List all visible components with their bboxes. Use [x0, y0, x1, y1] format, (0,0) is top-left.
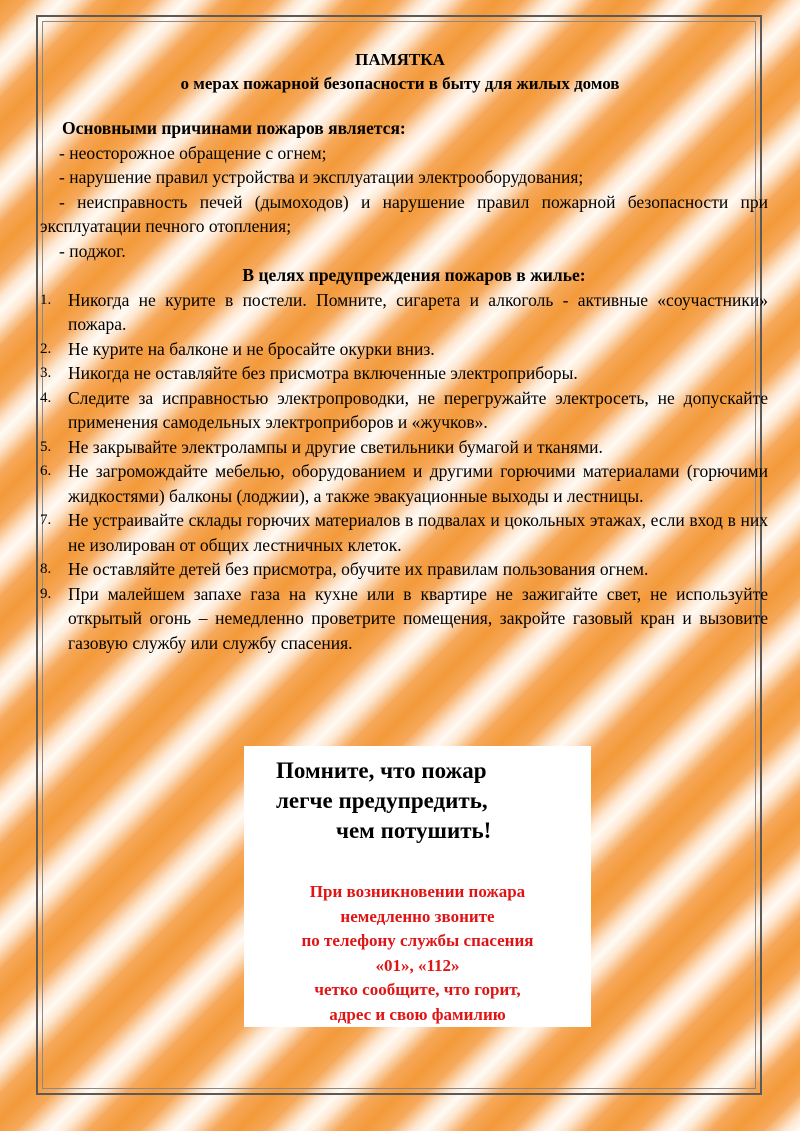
causes-heading: Основными причинами пожаров является:: [62, 118, 406, 138]
list-text: Не закрывайте электролампы и другие светильники бумагой и тканями.: [68, 436, 603, 457]
cause-item: - нарушение правил устройства и эксплуатации электрооборудования;: [59, 167, 584, 187]
list-item: [40, 582, 768, 656]
notice-box: [244, 746, 591, 1027]
list-item: [40, 508, 768, 557]
list-item: [40, 435, 768, 460]
list-text: Никогда не курите в постели. Помните, сигарета и алкоголь - активные «соучастники» пожара.: [68, 289, 768, 334]
list-text: Не устраивайте склады горючих материалов в подвалах и цокольных этажах, если вход в них не изолирован от общих лестничных клеток.: [68, 510, 768, 555]
list-number: 2.: [40, 340, 52, 357]
emergency-line: немедленно звоните: [340, 906, 495, 926]
cause-item: - неисправность печей (дымоходов) и нарушение правил пожарной безопасности при эксплуатации печного отопления;: [40, 191, 768, 236]
list-number: 4.: [40, 389, 52, 406]
list-text: Никогда не оставляйте без присмотра включенные электроприборы.: [68, 363, 578, 383]
memo-content: [40, 116, 768, 655]
list-text: Не оставляйте детей без присмотра, обучите их правилам пользования огнем.: [68, 559, 649, 579]
emergency-phone-numbers: «01», «112»: [375, 955, 460, 975]
list-number: 1.: [40, 291, 52, 308]
list-text: При малейшем запахе газа на кухне или в квартире не зажигайте свет, не используйте открытый огонь – немедленно проветрите помещения, закройте газовый кран и вызовите газовую службу или службу спасения.: [68, 583, 768, 653]
memo-header: [40, 48, 760, 96]
list-item: [40, 288, 768, 337]
emergency-line: При возникновении пожара: [309, 882, 526, 901]
list-text: Не загромождайте мебелью, оборудованием и другими горючими материалами (горючими жидкостями) балконы (лоджии), а также эвакуационные выходы и лестницы.: [68, 461, 768, 506]
emergency-instructions: [244, 880, 591, 1027]
list-text: Следите за исправностью электропроводки, не перегружайте электросеть, не допускайте применения самодельных электроприборов и «жучков».: [68, 387, 768, 432]
notice-line: Помните, что пожар: [276, 758, 487, 783]
list-number: 3.: [40, 365, 52, 381]
list-number: 9.: [40, 585, 52, 602]
list-number: 7.: [40, 512, 52, 528]
notice-line: легче предупредить,: [276, 788, 488, 813]
emergency-line: четко сообщите, что горит,: [314, 980, 521, 999]
cause-item: - неосторожное обращение с огнем;: [59, 142, 327, 163]
list-item: [40, 361, 768, 386]
list-item: [40, 337, 768, 362]
prevention-list: [40, 288, 768, 656]
list-number: 5.: [40, 438, 52, 455]
list-number: 6.: [40, 463, 52, 479]
emergency-line: по телефону службы спасения: [301, 931, 534, 950]
list-item: [40, 459, 768, 508]
list-text: Не курите на балконе и не бросайте окурки вниз.: [68, 338, 435, 359]
list-number: 8.: [40, 561, 52, 577]
notice-line: чем потушить!: [336, 818, 492, 843]
memo-subtitle: о мерах пожарной безопасности в быту для жилых домов: [180, 74, 620, 93]
cause-item: - поджог.: [59, 240, 126, 261]
notice-slogan: [244, 746, 591, 846]
list-item: [40, 557, 768, 582]
list-item: [40, 386, 768, 435]
prevention-heading: В целях предупреждения пожаров в жилье:: [242, 265, 586, 285]
memo-title: ПАМЯТКА: [355, 50, 445, 69]
emergency-line: адрес и свою фамилию: [329, 1004, 506, 1024]
